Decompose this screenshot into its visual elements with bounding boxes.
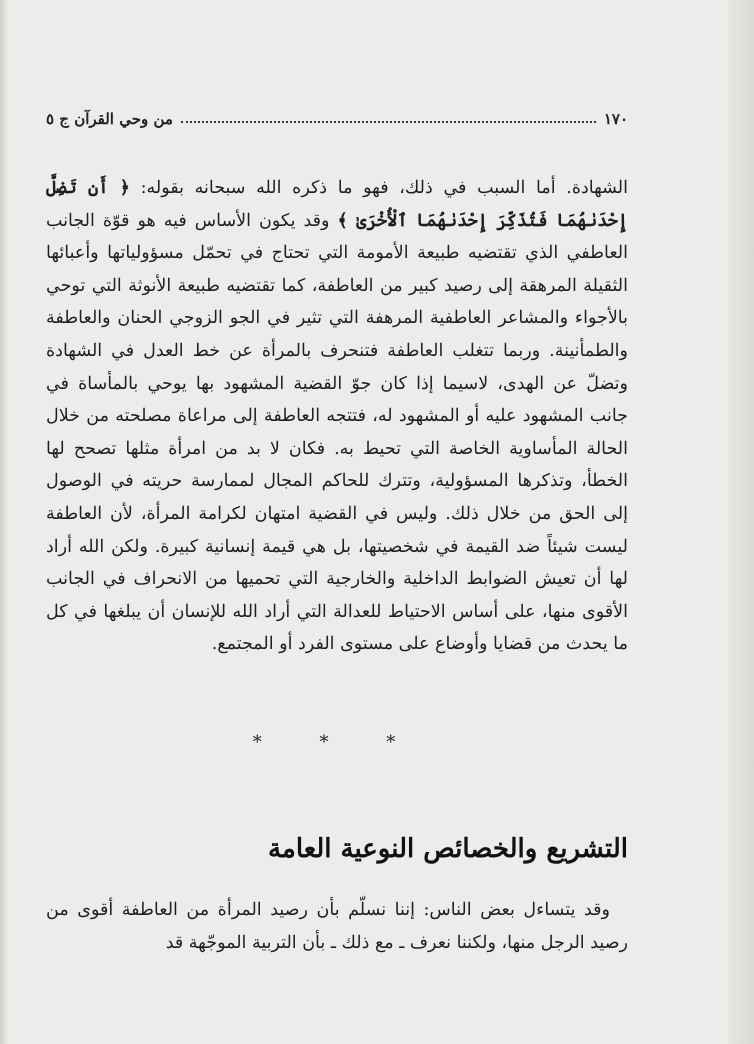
scan-edge-left [0,0,8,1044]
page-number: ١٧٠ [603,110,628,128]
header-dotted-leader [181,121,596,123]
quran-verse: ﴿ أَن تَضِلَّ إِحْدَىٰهُمَا فَتُذَكِّرَ إِحْدَىٰهُمَا ٱلْأُخْرَىٰ ﴾ [46,178,629,231]
section-separator: * * * [252,732,422,753]
paragraph-1-intro: الشهادة. أما السبب في ذلك، فهو ما ذكره الله سبحانه بقوله: [129,178,628,198]
running-header [46,104,628,134]
paragraph-1 [46,172,628,661]
paragraph-2: وقد يتساءل بعض الناس: إننا نسلّم بأن رصيد المرأة من العاطفة أقوى من رصيد الرجل منها، ولكننا نعرف ـ مع ذلك ـ بأن التربية الموجّهة قد [46,900,628,953]
section-heading: التشريع والخصائص النوعية العامة [267,834,628,864]
paragraph-1-body: وقد يكون الأساس فيه هو قوّة الجانب العاطفي الذي تقتضيه طبيعة الأمومة التي تحتاج في تحمّل مسؤولياتها وأعبائها الثقيلة المرهقة إلى رصيد كبير من العاطفة، كما تقتضيه طبيعة الأنوثة التي توحي بالأجواء والمشاعر العاطفية المرهفة التي تثير في الجو الزوجي الحنان والعاطفة والطمأنينة. وربما تتغلب العاطفة فتنحرف بالمرأة عن خط العدل في الشهادة وتضلّ عن الهدى، لاسيما إذا كان جوّ القضية المشهود بها يوحي بالمأساة في جانب المشهود عليه أو المشهود له، فتتجه العاطفة إلى مراعاة مصلحته من خلال الحالة المأساوية الخاصة التي تحيط به. فكان لا بد من امرأة مثلها تصحح لها الخطأ، وتذكرها المسؤولية، وتترك للحاكم المجال لممارسة حريته في الوصول إلى الحق من خلال ذلك. وليس في القضية امتهان لكرامة المرأة، لأن العاطفة ليست شيئاً ضد القيمة في شخصيتها، بل هي قيمة إنسانية كبيرة. ولكن الله أراد لها أن تعيش الضوابط الداخلية والخارجية التي تحميها من الانحراف في الجانب الأقوى منها، على أساس الاحتياط للعدالة التي أراد الله للإنسان أن يبلغها في كل ما يحدث من قضايا وأوضاع على مستوى الفرد أو المجتمع. [46,210,628,655]
book-title: من وحي القرآن ج ٥ [46,110,173,128]
scan-edge-right [728,0,754,1044]
book-page [46,92,628,992]
